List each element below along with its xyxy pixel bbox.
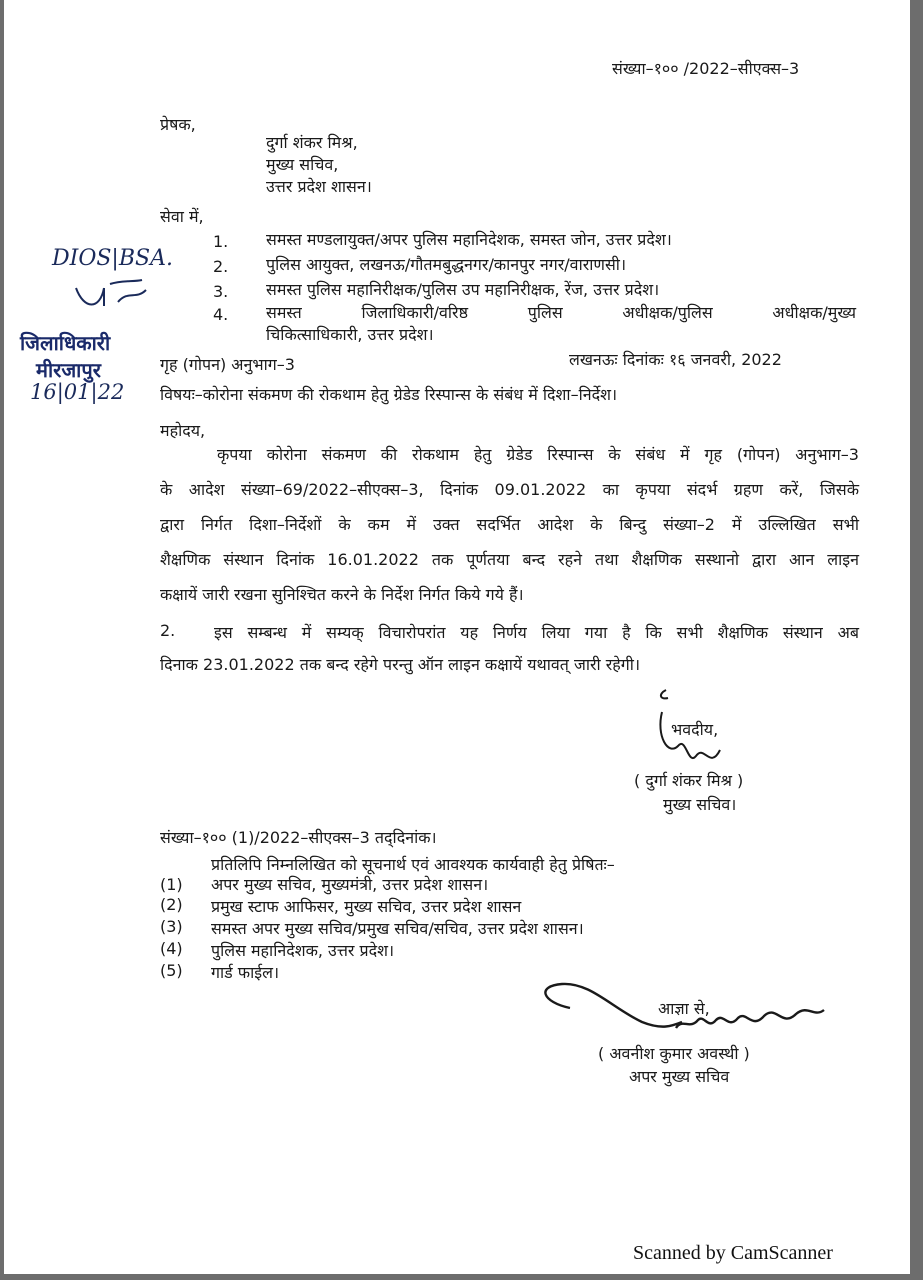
copy-item: अपर मुख्य सचिव, मुख्यमंत्री, उत्तर प्रदेश शासन। [211,875,489,894]
recipient-number: 3. [213,282,229,301]
section-name: गृह (गोपन) अनुभाग–3 [160,355,295,374]
handwritten-code: DIOS|BSA. [52,246,173,271]
sender-office: उत्तर प्रदेश शासन। [266,177,372,196]
paragraph-line: कृपया कोरोना संकमण की रोकथाम हेतु ग्रेडेड रिस्पान्स के संबंध में गृह (गोपन) अनुभाग–3 [217,445,859,464]
paragraph-line: इस सम्बन्ध में सम्यक् विचारोपरांत यह निर्णय लिया गया है कि सभी शैक्षणिक संस्थान अब [214,623,859,642]
paragraph-line: शैक्षणिक संस्थान दिनांक 16.01.2022 तक पूर्णतया बन्द रहने तथा शैक्षणिक सस्थानो द्वारा आन लाइन [160,550,859,569]
stamp-district: मीरजापुर [36,358,101,382]
signer-designation: मुख्य सचिव। [663,795,737,814]
officer-name: ( अवनीश कुमार अवस्थी ) [598,1044,750,1063]
document-page [4,0,910,1274]
copy-number: (5) [160,961,183,980]
reference-number: संख्या–१०० /2022–सीएक्स–3 [612,59,800,78]
copy-item: समस्त अपर मुख्य सचिव/प्रमुख सचिव/सचिव, उत्तर प्रदेश शासन। [211,919,584,938]
paragraph-line: द्वारा निर्गत दिशा–निर्देशों के कम में उक्त सदर्भित आदेश के बिन्दु संख्या–2 में उल्लिखित सभी [160,515,859,534]
paragraph-line: कक्षायें जारी रखना सुनिश्चित करने के निर्देश निर्गत किये गये हैं। [160,585,524,604]
copy-number: (3) [160,917,183,936]
paragraph-number: 2. [160,621,176,640]
copy-number: (4) [160,939,183,958]
recipient-item: समस्त मण्डलायुक्त/अपर पुलिस महानिदेशक, समस्त जोन, उत्तर प्रदेश। [266,230,672,249]
signer-name: ( दुर्गा शंकर मिश्र ) [634,771,744,790]
order-label: आज्ञा से, [658,999,710,1018]
copy-item: गार्ड फाईल। [211,963,280,982]
copy-item: पुलिस महानिदेशक, उत्तर प्रदेश। [211,941,395,960]
salutation: महोदय, [160,421,206,440]
sender-name: दुर्गा शंकर मिश्र, [266,133,358,152]
copy-number: (2) [160,895,183,914]
recipient-number: 2. [213,257,229,276]
recipient-item: समस्त पुलिस महानिरीक्षक/पुलिस उप महानिरीक्षक, रेंज, उत्तर प्रदेश। [266,280,660,299]
sender-label: प्रेषक, [160,115,196,134]
recipient-item: समस्त जिलाधिकारी/वरिष्ठ पुलिस अधीक्षक/पुलिस अधीक्षक/मुख्य [266,303,856,322]
date-line: लखनऊः दिनांकः १६ जनवरी, 2022 [569,350,782,369]
stamp-date: 16|01|22 [30,380,125,404]
paragraph-line: दिनाक 23.01.2022 तक बन्द रहेगे परन्तु ऑन लाइन कक्षायें यथावत् जारी रहेगी। [160,655,641,674]
recipient-number: 1. [213,232,229,251]
officer-designation: अपर मुख्य सचिव [629,1067,730,1086]
copy-reference: संख्या–१०० (1)/2022–सीएक्स–3 तद्‌दिनांक। [160,828,437,847]
recipient-item-continued: चिकित्साधिकारी, उत्तर प्रदेश। [266,325,434,344]
recipient-number: 4. [213,305,229,324]
scanner-watermark: Scanned by CamScanner [633,1242,833,1264]
subject-line: विषयः–कोरोना संकमण की रोकथाम हेतु ग्रेडेड रिस्पान्स के संबंध में दिशा–निर्देश। [160,385,618,404]
copy-number: (1) [160,875,183,894]
sender-designation: मुख्य सचिव, [266,155,339,174]
initials-signature [70,276,150,316]
to-label: सेवा में, [160,207,204,226]
copy-item: प्रमुख स्टाफ आफिसर, मुख्य सचिव, उत्तर प्रदेश शासन [211,897,522,916]
paragraph-line: के आदेश संख्या–69/2022–सीएक्स–3, दिनांक 09.01.2022 का कृपया संदर्भ ग्रहण करें, जिसके [160,480,859,499]
recipient-item: पुलिस आयुक्त, लखनऊ/गौतमबुद्धनगर/कानपुर नगर/वाराणसी। [266,255,627,274]
closing: भवदीय, [671,720,719,739]
stamp-office: जिलाधिकारी [20,331,111,355]
copy-intro: प्रतिलिपि निम्नलिखित को सूचनार्थ एवं आवश्यक कार्यवाही हेतु प्रेषितः– [211,855,615,874]
